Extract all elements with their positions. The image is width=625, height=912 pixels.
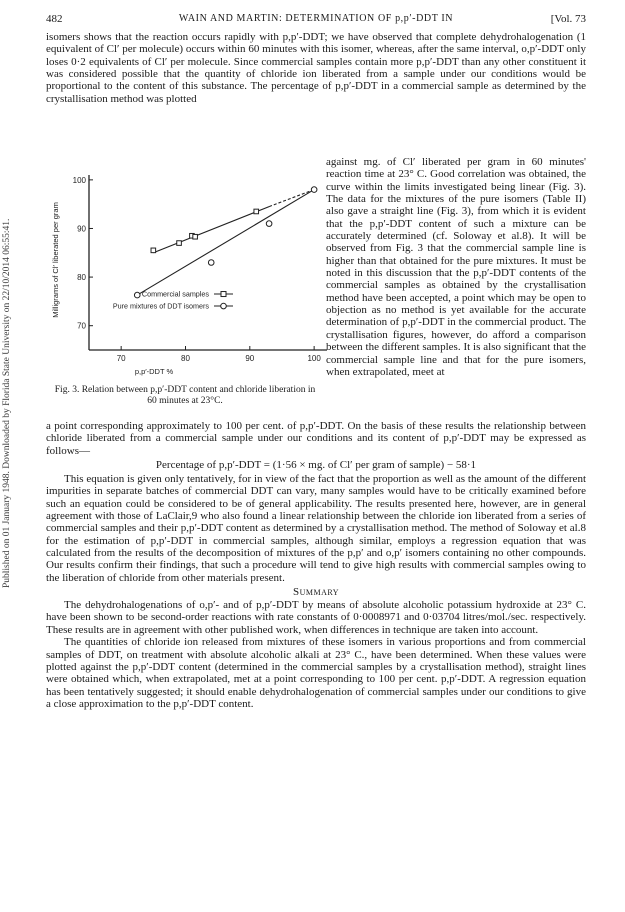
paragraph-discussion: This equation is given only tentatively, for in view of the fact that the proportion as well as the amount of the different impurities in separate batches of commercial DDT can vary, many samples would have to be critically examined before such an equation could be considered to be of general applicability. The results presented here, however, are in general agreement with those of LaClair,9 who also found a linear relationship between the chloride ion liberated from a series of commercial samples and their p,p′-DDT content as determined by a crystallisation method. The method of Soloway et al.8 for the estimation of p,p′-DDT in commercial samples, although similar, employs a regression equation that was calculated from the results of the decomposition of mixtures of the p,p′ and o,p′ isomers containing no other compounds. Our results confirm their findings, that such a procedure will tend to give high results with commercial samples owing to the liberation of chloride from other materials present.	[46, 473, 586, 584]
running-title: WAIN AND MARTIN: DETERMINATION OF p,p′-DDT IN	[178, 13, 454, 24]
legend-label: Commercial samples	[141, 289, 209, 299]
sidebar-publication-note: Published on 01 January 1948. Downloaded by Florida State University on 22/10/2014 06:55:41.	[2, 218, 12, 588]
y-tick-label: 100	[72, 175, 86, 185]
pure-mixture-point	[134, 292, 140, 298]
x-tick-label: 100	[307, 354, 321, 363]
figure-3-chart	[44, 165, 329, 380]
paragraph-right-column: against mg. of Cl′ liberated per gram in 60 minutes' reaction time at 23° C. Good correlation was obtained, the curve within the limits investigated being linear (Fig. 3). The data for the mixtures of the pure isomers (Table II) also gave a straight line (Fig. 3), from which it is evident that the p,p′-DDT content of such a mixture can be accurately determined (cf. Soloway et al.8). It will be observed from Fig. 3 that the commercial sample line is higher than that obtained for the pure mixtures. It must be noted in this discussion that the p,p′-DDT contents of the commercial samples as obtained by the crystallisation method have been accepted, a point which may be open to objection as no method is yet available for the accurate determination of p,p′-DDT in the commercial product. The crystallisation figures, however, do afford a comparison between the different samples. It is also significant that the commercial sample line and that for the pure isomers, when extrapolated, meet at	[326, 156, 586, 378]
commercial-sample-point	[193, 234, 198, 239]
page-header	[46, 13, 586, 27]
volume-label: [Vol. 73	[550, 13, 586, 25]
chart-lines	[137, 190, 314, 295]
figure-caption: Fig. 3. Relation between p,p′-DDT content and chloride liberation in 60 minutes at 23°C.	[54, 385, 316, 406]
x-tick-label: 80	[181, 354, 190, 363]
page-number: 482	[46, 13, 63, 25]
pure-mixture-point	[208, 260, 214, 266]
paragraph-after-figure: a point corresponding approximately to 100 per cent. of p,p′-DDT. On the basis of these results the relationship between chloride liberated from a commercial sample under our conditions and its content of p,p′-DDT may be expressed as follows—	[46, 420, 586, 457]
summary-paragraph-1: The dehydrohalogenations of o,p′- and of p,p′-DDT by means of absolute alcoholic potassium hydroxide at 23° C. have been shown to be second-order reactions with rate constants of 0·0008971 and 0·03704 litres/mol./sec. respectively. These results are in agreement with other published work, when differences in technique are taken into account.	[46, 599, 586, 636]
x-tick-label: 90	[245, 354, 255, 363]
regression-equation: Percentage of p,p′-DDT = (1·56 × mg. of Cl′ per gram of sample) − 58·1	[155, 459, 477, 472]
commercial-sample-point	[254, 209, 259, 214]
y-tick-label: 90	[77, 224, 86, 234]
chart-legend	[113, 290, 233, 311]
legend-circle-marker	[221, 303, 227, 309]
paragraph-top: isomers shows that the reaction occurs rapidly with p,p′-DDT; we have observed that complete dehydrohalogenation (1 equivalent of Cl′ per molecule) occurs within 60 minutes with this isomer, whereas, after the same interval, o,p′-DDT only loses 0·2 equivalents of Cl′ per molecule. Since commercial samples contain more p,p′-DDT than any other constituent it was considered possible that the quantity of chloride ion liberated from a sample under our conditions would be proportional to the content of this substance. The percentage of p,p′-DDT in a commercial sample as determined by the crystallisation method was plotted	[46, 31, 586, 105]
pure-mixture-point	[266, 221, 272, 227]
x-axis-label: p,p′-DDT %	[134, 367, 174, 376]
commercial-sample-point	[177, 241, 182, 246]
y-tick-label: 80	[77, 273, 86, 283]
y-tick-label: 70	[77, 321, 86, 331]
series-1-fit-line	[153, 207, 269, 253]
pure-mixture-point	[311, 187, 317, 193]
series-1-extrapolation	[269, 190, 314, 207]
summary-paragraph-2: The quantities of chloride ion released from mixtures of these isomers in various proportions and from commercial samples of DDT, on treatment with absolute alcoholic alkali at 23° C., have been determined. When these values were plotted against the p,p′-DDT content (determined in the commercial samples by a crystallisation method), straight lines were obtained which, when extrapolated, met at a point corresponding to 100 per cent. p,p′-DDT. A regression equation has been tentatively suggested; it should enable dehydrohalogenation of commercial samples under our conditions to give a close approximation to the p,p′-DDT content.	[46, 636, 586, 710]
series-2-fit-line	[137, 190, 314, 295]
legend-square-marker	[221, 292, 226, 297]
chart-axes	[73, 175, 327, 363]
legend-label: Pure mixtures of DDT isomers	[112, 301, 209, 311]
x-tick-label: 70	[116, 354, 126, 363]
commercial-sample-point	[151, 248, 156, 253]
below-content	[46, 420, 586, 710]
y-axis-label: Milligrams of Cl′ liberated per gram	[51, 202, 60, 318]
summary-heading: Summary	[292, 586, 340, 599]
